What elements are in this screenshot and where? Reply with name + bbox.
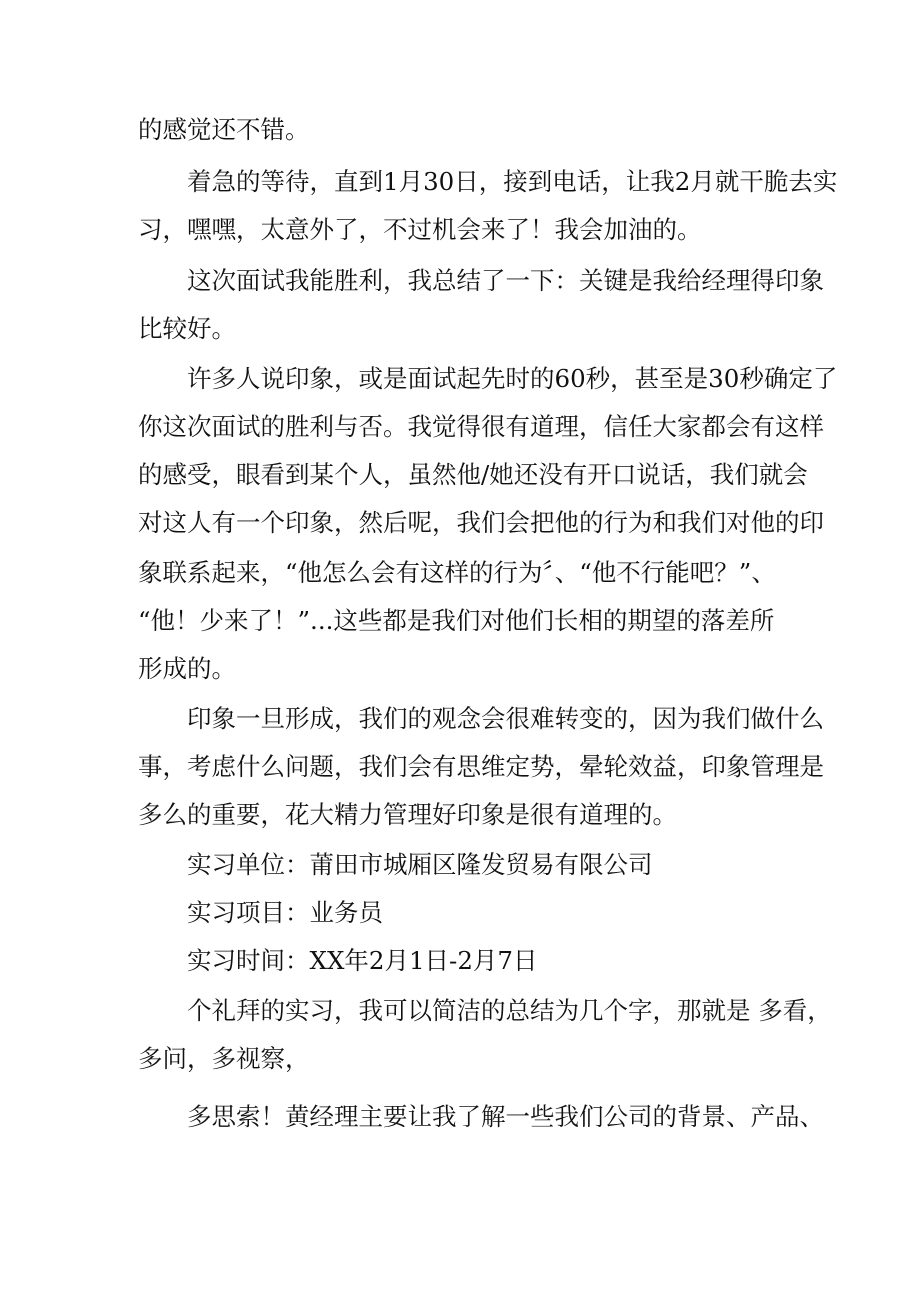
text-line: 比较好。 xyxy=(138,314,236,343)
text-line: “他！少来了！”...这些都是我们对他们长相的期望的落差所 xyxy=(138,606,775,635)
text-line: 这次面试我能胜利，我总结了一下：关键是我给经理得印象 xyxy=(187,266,824,295)
text-line: 象联系起来，“他怎么会有这样的行为〞、“他不行能吧？”、 xyxy=(138,558,776,587)
text-line: 着急的等待，直到1月30日，接到电话，让我2月就干脆去实 xyxy=(187,167,838,196)
text-line: 多思索！黄经理主要让我了解一些我们公司的背景、产品、 xyxy=(187,1102,824,1131)
text-line: 许多人说印象，或是面试起先时的60秒，甚至是30秒确定了 xyxy=(187,364,838,393)
text-line: 习，嘿嘿，太意外了，不过机会来了！我会加油的。 xyxy=(138,215,702,244)
text-line: 多么的重要，花大精力管理好印象是很有道理的。 xyxy=(138,800,677,829)
text-line: 个礼拜的实习，我可以简洁的总结为几个字，那就是 多看， xyxy=(187,996,832,1025)
text-line: 实习时间：XX年2月1日-2月7日 xyxy=(187,946,538,975)
text-line: 的感受，眼看到某个人，虽然他/她还没有开口说话，我们就会 xyxy=(138,460,808,489)
text-line: 的感觉还不错。 xyxy=(138,115,310,144)
text-line: 实习单位：莆田市城厢区隆发贸易有限公司 xyxy=(187,850,653,879)
text-line: 印象一旦形成，我们的观念会很难转变的，因为我们做什么 xyxy=(187,704,824,733)
text-line: 实习项目：业务员 xyxy=(187,898,383,927)
text-line: 多问，多视察， xyxy=(138,1044,310,1073)
text-line: 你这次面试的胜利与否。我觉得很有道理，信任大家都会有这样 xyxy=(138,412,824,441)
text-line: 事，考虑什么问题，我们会有思维定势，晕轮效益，印象管理是 xyxy=(138,752,824,781)
text-line: 对这人有一个印象，然后呢，我们会把他的行为和我们对他的印 xyxy=(138,508,824,537)
text-line: 形成的。 xyxy=(138,654,236,683)
